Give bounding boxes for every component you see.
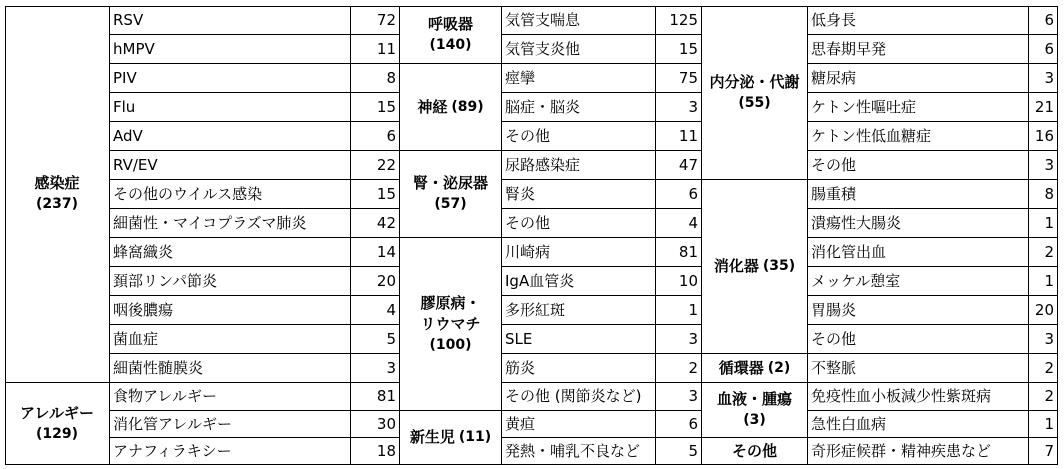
disease-count-table [5, 6, 1058, 465]
item-label: 腎炎 [502, 180, 656, 209]
item-count: 75 [656, 64, 702, 93]
item-count: 6 [351, 122, 400, 151]
item-label: 蜂窩織炎 [110, 238, 351, 267]
item-count: 2 [1029, 238, 1058, 267]
category-count: (57) [434, 196, 467, 212]
category-name: 循環器 [718, 358, 764, 377]
item-count: 6 [1029, 6, 1058, 35]
category-name: 呼吸器 [427, 14, 473, 33]
item-label: 筋炎 [502, 354, 656, 383]
item-count: 3 [656, 93, 702, 122]
item-count: 3 [351, 354, 400, 383]
category-neonatal [400, 411, 502, 465]
item-count: 1 [1029, 209, 1058, 238]
item-count: 2 [656, 354, 702, 383]
item-label: 多形紅斑 [502, 296, 656, 325]
item-label: 食物アレルギー [110, 383, 351, 411]
item-label: 脳症・脳炎 [502, 93, 656, 122]
item-count: 22 [351, 151, 400, 180]
item-count: 1 [1029, 411, 1058, 438]
item-label: その他 [502, 209, 656, 238]
item-count: 14 [351, 238, 400, 267]
item-count: 10 [656, 267, 702, 296]
category-renal-urology [400, 151, 502, 238]
item-count: 20 [351, 267, 400, 296]
category-name: その他 [731, 441, 777, 460]
item-label: 尿路感染症 [502, 151, 656, 180]
item-count: 3 [1029, 325, 1058, 354]
item-label: 胃腸炎 [808, 296, 1029, 325]
item-label: 低身長 [808, 6, 1029, 35]
category-count: (35) [762, 258, 796, 274]
item-count: 3 [1029, 64, 1058, 93]
category-infection [5, 6, 110, 383]
item-count: 4 [351, 296, 400, 325]
category-count: (55) [738, 94, 771, 111]
item-label: 細菌性・マイコプラズマ肺炎 [110, 209, 351, 238]
item-label: Flu [110, 93, 351, 122]
item-label: 川崎病 [502, 238, 656, 267]
item-count: 8 [351, 64, 400, 93]
item-count: 3 [656, 325, 702, 354]
item-label: 急性白血病 [808, 411, 1029, 438]
item-count: 16 [1029, 122, 1058, 151]
item-label: 気管支炎他 [502, 35, 656, 64]
item-label: IgA血管炎 [502, 267, 656, 296]
item-count: 7 [1029, 438, 1058, 465]
category-other [702, 438, 808, 465]
item-label: 消化管出血 [808, 238, 1029, 267]
category-count: (3) [743, 412, 766, 428]
item-label: 奇形症候群・精神疾患など [808, 438, 1029, 465]
item-label: その他 [808, 325, 1029, 354]
category-cardiology [702, 354, 808, 383]
item-count: 6 [656, 411, 702, 438]
item-label: その他 [808, 151, 1029, 180]
category-name: 消化器 [713, 257, 759, 275]
item-count: 81 [656, 238, 702, 267]
item-count: 81 [351, 383, 400, 411]
category-respiratory [400, 6, 502, 64]
item-count: 21 [1029, 93, 1058, 122]
category-gastroenterology [702, 180, 808, 354]
item-label: AdV [110, 122, 351, 151]
item-count: 72 [351, 6, 400, 35]
item-label: その他のウイルス感染 [110, 180, 351, 209]
item-label: 頚部リンパ節炎 [110, 267, 351, 296]
item-count: 18 [351, 438, 400, 465]
category-neurology [400, 64, 502, 151]
item-label: ケトン性嘔吐症 [808, 93, 1029, 122]
item-label: PIV [110, 64, 351, 93]
item-count: 20 [1029, 296, 1058, 325]
item-count: 15 [351, 93, 400, 122]
item-count: 1 [656, 296, 702, 325]
item-count: 2 [1029, 354, 1058, 383]
category-name: 血液・腫瘍 [716, 390, 792, 408]
category-name: 神経 [417, 97, 448, 116]
item-count: 1 [1029, 267, 1058, 296]
category-endocrine-metabolic [702, 6, 808, 180]
category-count: (129) [35, 425, 79, 442]
item-count: 125 [656, 6, 702, 35]
item-label: 消化管アレルギー [110, 411, 351, 438]
item-label: 不整脈 [808, 354, 1029, 383]
item-count: 11 [351, 35, 400, 64]
category-name: 腎・泌尿器 [412, 174, 488, 192]
item-count: 11 [656, 122, 702, 151]
item-count: 6 [656, 180, 702, 209]
category-collagen-rheumatology [400, 238, 502, 411]
category-hematology-oncology [702, 383, 808, 438]
category-count: (11) [458, 429, 492, 445]
category-name-line2: リウマチ [420, 314, 481, 333]
item-count: 42 [351, 209, 400, 238]
item-count: 6 [1029, 35, 1058, 64]
item-count: 4 [656, 209, 702, 238]
category-count: (2) [767, 359, 791, 376]
category-count: (140) [429, 36, 472, 53]
category-name: 内分泌・代謝 [709, 72, 800, 91]
category-name: 新生児 [409, 428, 455, 446]
category-name: アレルギー [19, 403, 95, 422]
item-label: 菌血症 [110, 325, 351, 354]
item-count: 5 [351, 325, 400, 354]
item-count: 5 [656, 438, 702, 465]
item-label: RSV [110, 6, 351, 35]
item-label: 咽後膿瘍 [110, 296, 351, 325]
item-label: その他 [502, 122, 656, 151]
item-count: 30 [351, 411, 400, 438]
item-count: 3 [1029, 151, 1058, 180]
item-label: 発熱・哺乳不良など [502, 438, 656, 465]
category-allergy [5, 383, 110, 465]
item-label: 腸重積 [808, 180, 1029, 209]
item-label: アナフィラキシー [110, 438, 351, 465]
item-label: 痙攣 [502, 64, 656, 93]
item-label: メッケル憩室 [808, 267, 1029, 296]
category-count: (100) [429, 336, 472, 353]
item-label: hMPV [110, 35, 351, 64]
item-count: 3 [656, 383, 702, 411]
category-name: 膠原病・ [420, 293, 481, 312]
item-label: 気管支喘息 [502, 6, 656, 35]
category-name: 感染症 [34, 174, 80, 192]
item-count: 15 [656, 35, 702, 64]
category-count: (237) [35, 196, 79, 212]
item-label: SLE [502, 325, 656, 354]
item-label: 黄疸 [502, 411, 656, 438]
item-count: 15 [351, 180, 400, 209]
category-count: (89) [451, 98, 484, 115]
item-label: 糖尿病 [808, 64, 1029, 93]
item-label: その他 (関節炎など) [502, 383, 656, 411]
item-label: RV/EV [110, 151, 351, 180]
item-label: 思春期早発 [808, 35, 1029, 64]
item-count: 2 [1029, 383, 1058, 411]
item-label: 潰瘍性大腸炎 [808, 209, 1029, 238]
item-count: 47 [656, 151, 702, 180]
item-count: 8 [1029, 180, 1058, 209]
item-label: ケトン性低血糖症 [808, 122, 1029, 151]
item-label: 細菌性髄膜炎 [110, 354, 351, 383]
item-label: 免疫性血小板減少性紫斑病 [808, 383, 1029, 411]
